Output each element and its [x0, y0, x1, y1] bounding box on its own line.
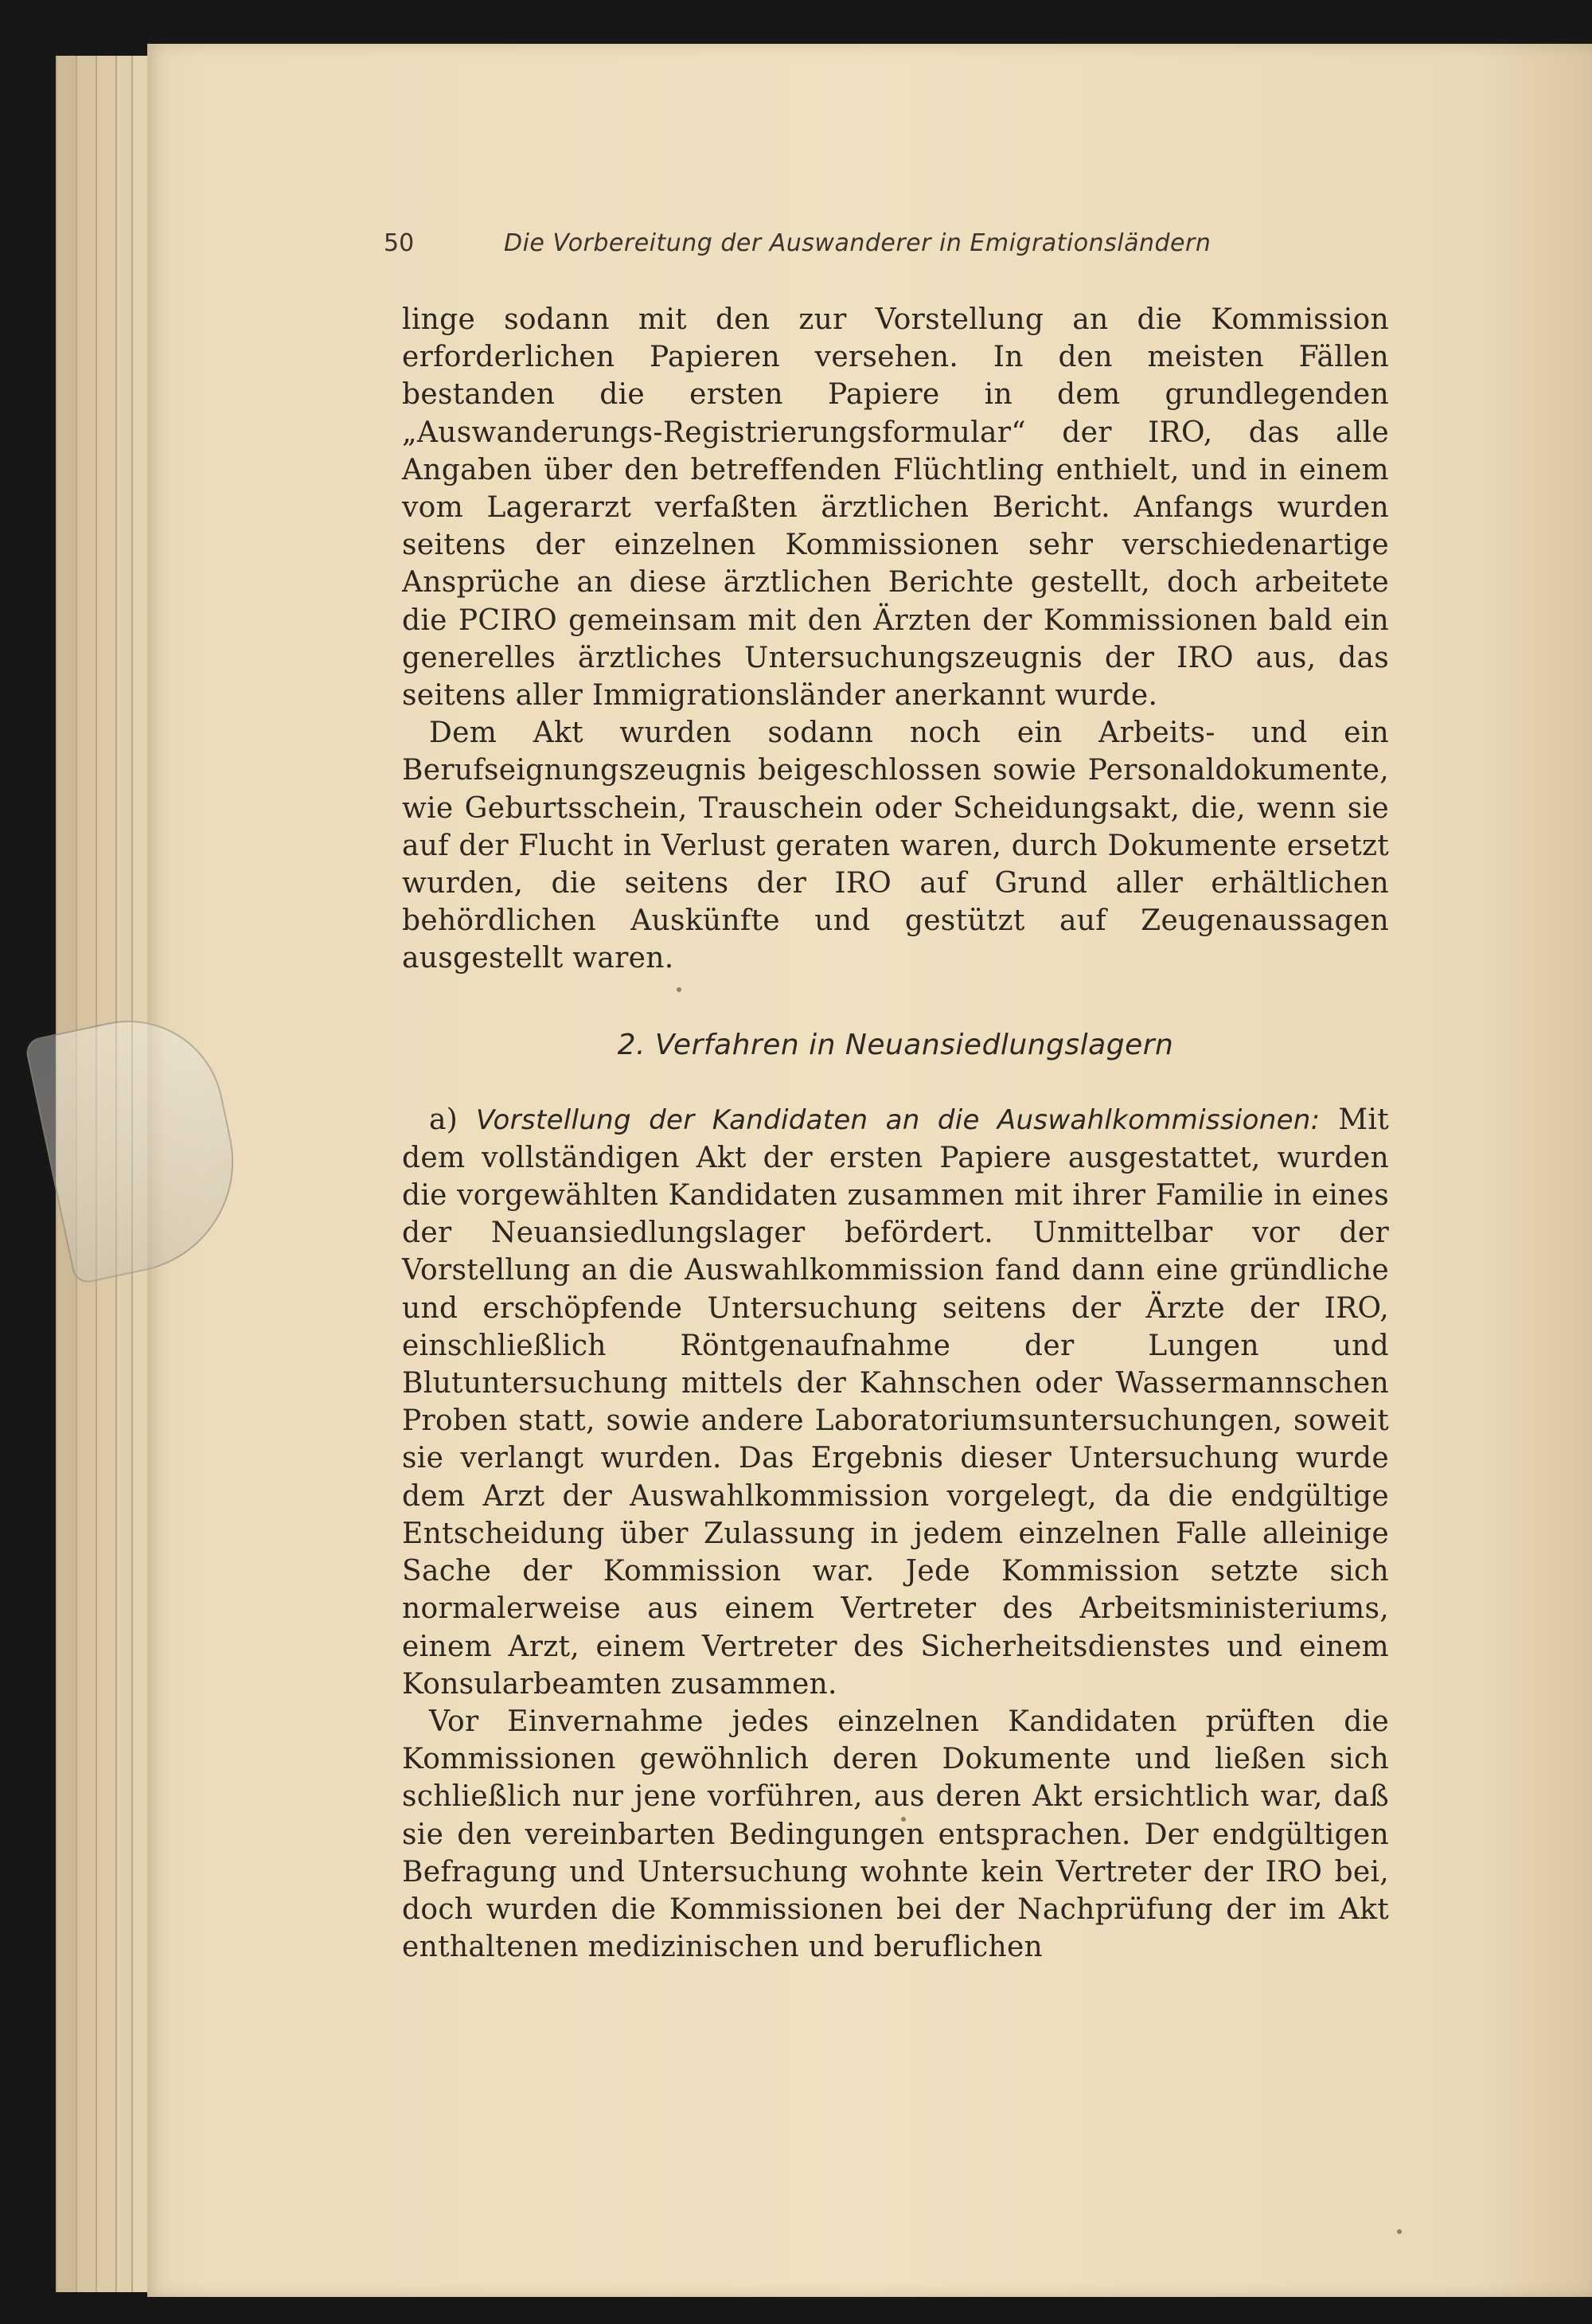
- paragraph-1: linge sodann mit den zur Vorstellung an die Kommission erforderlichen Papieren versehen. In den meisten Fällen bestanden die ersten Papiere in dem grundlegenden „Auswanderungs-Registrierungsformular“ der IRO, das alle Angaben über den betreffenden Flüchtling enthielt, und in einem vom Lagerarzt verfaßten ärztlichen Bericht. Anfangs wurden seitens der einzelnen Kommissionen sehr verschiedenartige Ansprüche an diese ärztlichen Berichte gestellt, doch arbeitete die PCIRO gemeinsam mit den Ärzten der Kommissionen bald ein generelles ärztliches Untersuchungszeugnis der IRO aus, das seitens aller Immigrationsländer anerkannt wurde.: [402, 303, 1389, 713]
- paragraph-3: [402, 1101, 1389, 1703]
- running-head: [384, 229, 1389, 261]
- subsection-title: Vorstellung der Kandidaten an die Auswahlkommissionen:: [475, 1103, 1321, 1136]
- section-heading: 2. Verfahren in Neuansiedlungslagern: [617, 1028, 1174, 1061]
- paragraph-4: Vor Einvernahme jedes einzelnen Kandidaten prüften die Kommissionen gewöhnlich deren Dokumente und ließen sich schließlich nur jene vorführen, aus deren Akt ersichtlich war, daß sie den vereinbarten Bedingungen entsprachen. Der endgültigen Befragung und Untersuchung wohnte kein Vertreter der IRO bei, doch wurden die Kommissionen bei der Nachprüfung der im Akt enthaltenen medizinischen und beruflichen: [402, 1705, 1389, 1964]
- page-number: 50: [384, 229, 415, 257]
- running-title: Die Vorbereitung der Auswanderer in Emigrationsländern: [504, 229, 1212, 257]
- subsection-marker: a): [429, 1103, 458, 1136]
- paper-speck: [1397, 2229, 1402, 2234]
- page-content: [384, 229, 1390, 1966]
- paragraph-2: Dem Akt wurden sodann noch ein Arbeits- und ein Berufseignungszeugnis beigeschlossen sowie Personaldokumente, wie Geburtsschein, Trauschein oder Scheidungsakt, die, wenn sie auf der Flucht in Verlust geraten waren, durch Dokumente ersetzt wurden, die seitens der IRO auf Grund aller erhältlichen behördlichen Auskünfte und gestützt auf Zeugenaussagen ausgestellt waren.: [402, 717, 1389, 975]
- paragraph-3-text: Mit dem vollständigen Akt der ersten Papiere ausgestattet, wurden die vorgewählten Kandidaten zusammen mit ihrer Familie in eines der Neuansiedlungslager befördert. Unmittelbar vor der Vorstellung an die Auswahlkommission fand dann eine gründliche und erschöpfende Untersuchung seitens der Ärzte der IRO, einschließlich Röntgenaufnahme der Lungen und Blutuntersuchung mittels der Kahnschen oder Wassermannschen Proben statt, sowie andere Laboratoriumsuntersuchungen, soweit sie verlangt wurden. Das Ergebnis dieser Untersuchung wurde dem Arzt der Auswahlkommission vorgelegt, da die endgültige Entscheidung über Zulassung in jedem einzelnen Falle alleinige Sache der Kommission war. Jede Kommission setzte sich normalerweise aus einem Vertreter des Arbeitsministeriums, einem Arzt, einem Vertreter des Sicherheitsdienstes und einem Konsularbeamten zusammen.: [402, 1103, 1390, 1701]
